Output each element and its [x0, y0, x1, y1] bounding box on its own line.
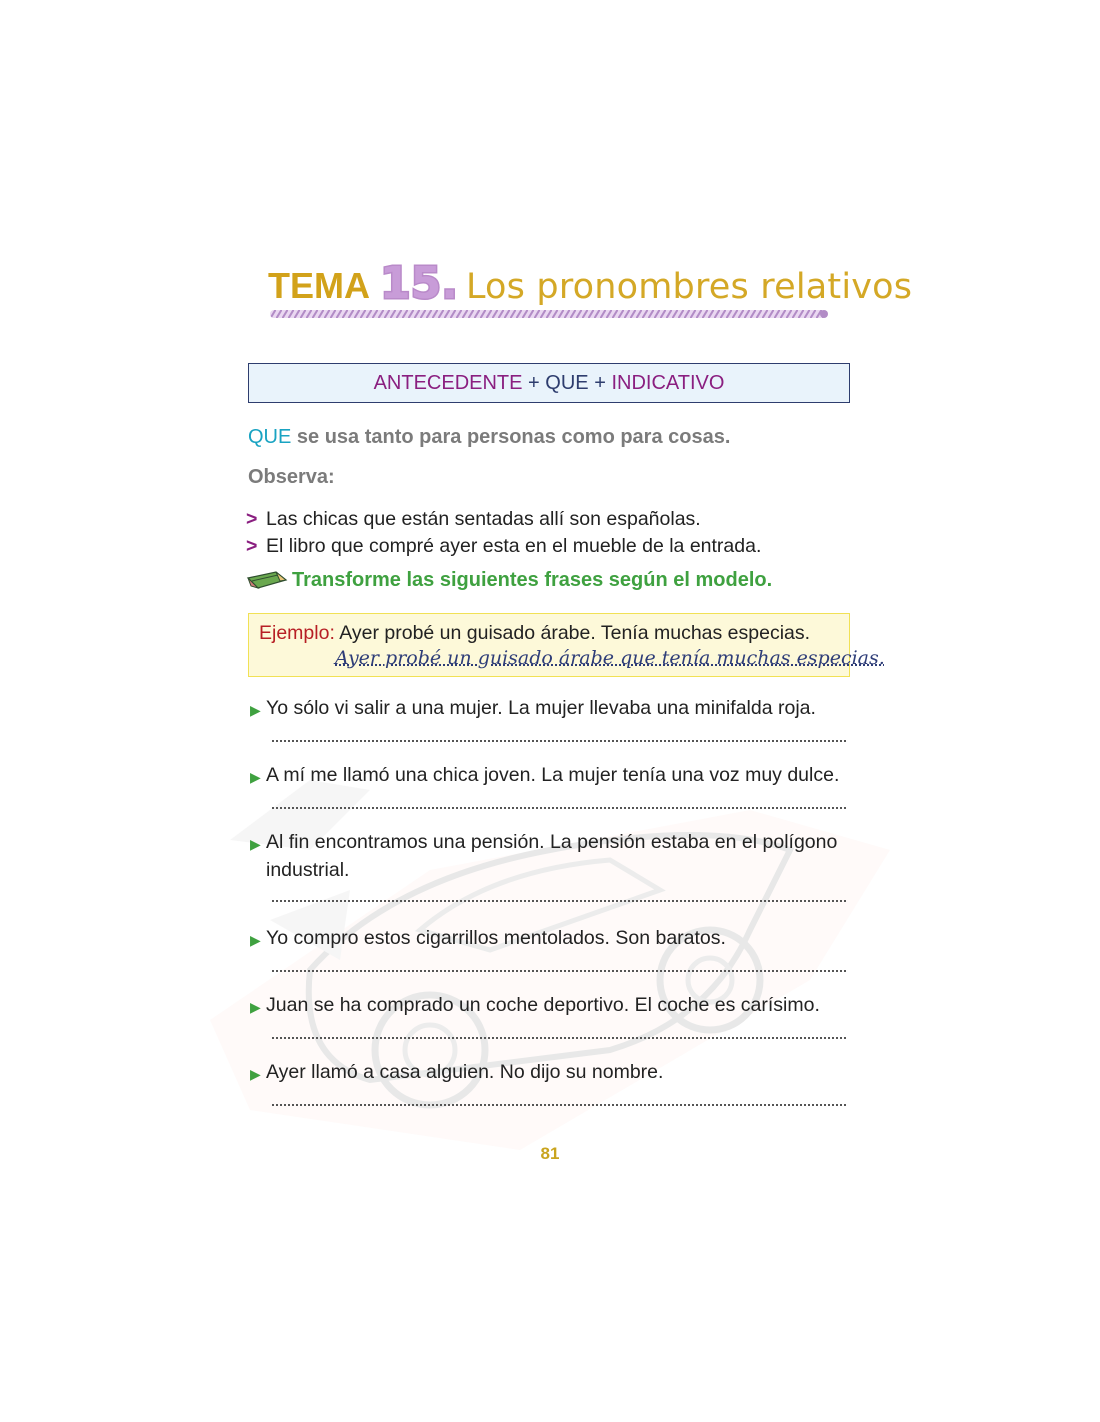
- model-source: Ayer probé un guisado árabe. Tenía muchas especias.: [339, 622, 811, 644]
- rule-text: se usa tanto para personas como para cosas.: [296, 426, 731, 448]
- triangle-right-icon: ▶: [250, 932, 261, 948]
- answer-line[interactable]: [272, 1027, 846, 1039]
- answer-line[interactable]: [272, 960, 846, 972]
- ejemplo-label: Ejemplo:: [259, 622, 335, 644]
- formula-antecedente: ANTECEDENTE: [373, 372, 523, 394]
- exercise-question: Yo sólo vi salir a una mujer. La mujer llevaba una minifalda roja.: [266, 697, 816, 719]
- triangle-right-icon: ▶: [250, 702, 261, 718]
- chevron-right-icon: >: [246, 508, 258, 530]
- chevron-right-icon: >: [246, 535, 258, 557]
- rule-statement: [248, 426, 730, 449]
- exercise-item: [250, 924, 852, 972]
- exercise-question: Juan se ha comprado un coche deportivo. El coche es carísimo.: [266, 994, 820, 1016]
- exercise-item: [250, 694, 852, 742]
- example-item: > El libro que compré ayer esta en el mueble de la entrada.: [246, 533, 761, 560]
- chapter-topic: Los pronombres relativos: [465, 267, 913, 307]
- exercise-question: Yo compro estos cigarrillos mentolados. Son baratos.: [266, 927, 726, 949]
- page-number: 81: [540, 1144, 560, 1163]
- formula-indicativo: INDICATIVO: [611, 372, 725, 394]
- exercise-question: Al fin encontramos una pensión. La pensión estaba en el polígono industrial.: [266, 831, 838, 881]
- formula-que: QUE: [545, 372, 589, 394]
- observa-heading: Observa:: [248, 466, 335, 488]
- formula-plus: +: [594, 372, 606, 394]
- pencil-icon: [246, 568, 288, 592]
- answer-line[interactable]: [272, 797, 846, 809]
- example-item: > Las chicas que están sentadas allí son españolas.: [246, 506, 761, 533]
- triangle-right-icon: ▶: [250, 836, 261, 852]
- tema-label: TEMA: [268, 265, 370, 306]
- model-answer: Ayer probé un guisado árabe que tenía muchas especias.: [335, 647, 885, 669]
- exercise-item: [250, 991, 852, 1039]
- model-example-box: [248, 613, 885, 677]
- instruction-text: Transforme las siguientes frases según el modelo.: [292, 568, 773, 591]
- formula-plus: +: [528, 372, 540, 394]
- triangle-right-icon: ▶: [250, 1066, 261, 1082]
- que-keyword: QUE: [248, 426, 292, 448]
- answer-line[interactable]: [272, 890, 846, 902]
- model-sentence: [259, 622, 810, 645]
- triangle-right-icon: ▶: [250, 999, 261, 1015]
- chapter-number: 15.: [380, 258, 458, 309]
- exercise-item: [250, 828, 852, 902]
- answer-line[interactable]: [272, 1094, 846, 1106]
- title-underline: [270, 309, 830, 319]
- answer-line[interactable]: [272, 730, 846, 742]
- exercise-instruction: [246, 568, 772, 592]
- exercise-item: [250, 761, 852, 809]
- exercise-question: A mí me llamó una chica joven. La mujer tenía una voz muy dulce.: [266, 764, 840, 786]
- triangle-right-icon: ▶: [250, 769, 261, 785]
- formula-box: [248, 363, 850, 403]
- exercise-question: Ayer llamó a casa alguien. No dijo su nombre.: [266, 1061, 664, 1083]
- exercise-item: [250, 1058, 852, 1106]
- example-list: [246, 506, 761, 560]
